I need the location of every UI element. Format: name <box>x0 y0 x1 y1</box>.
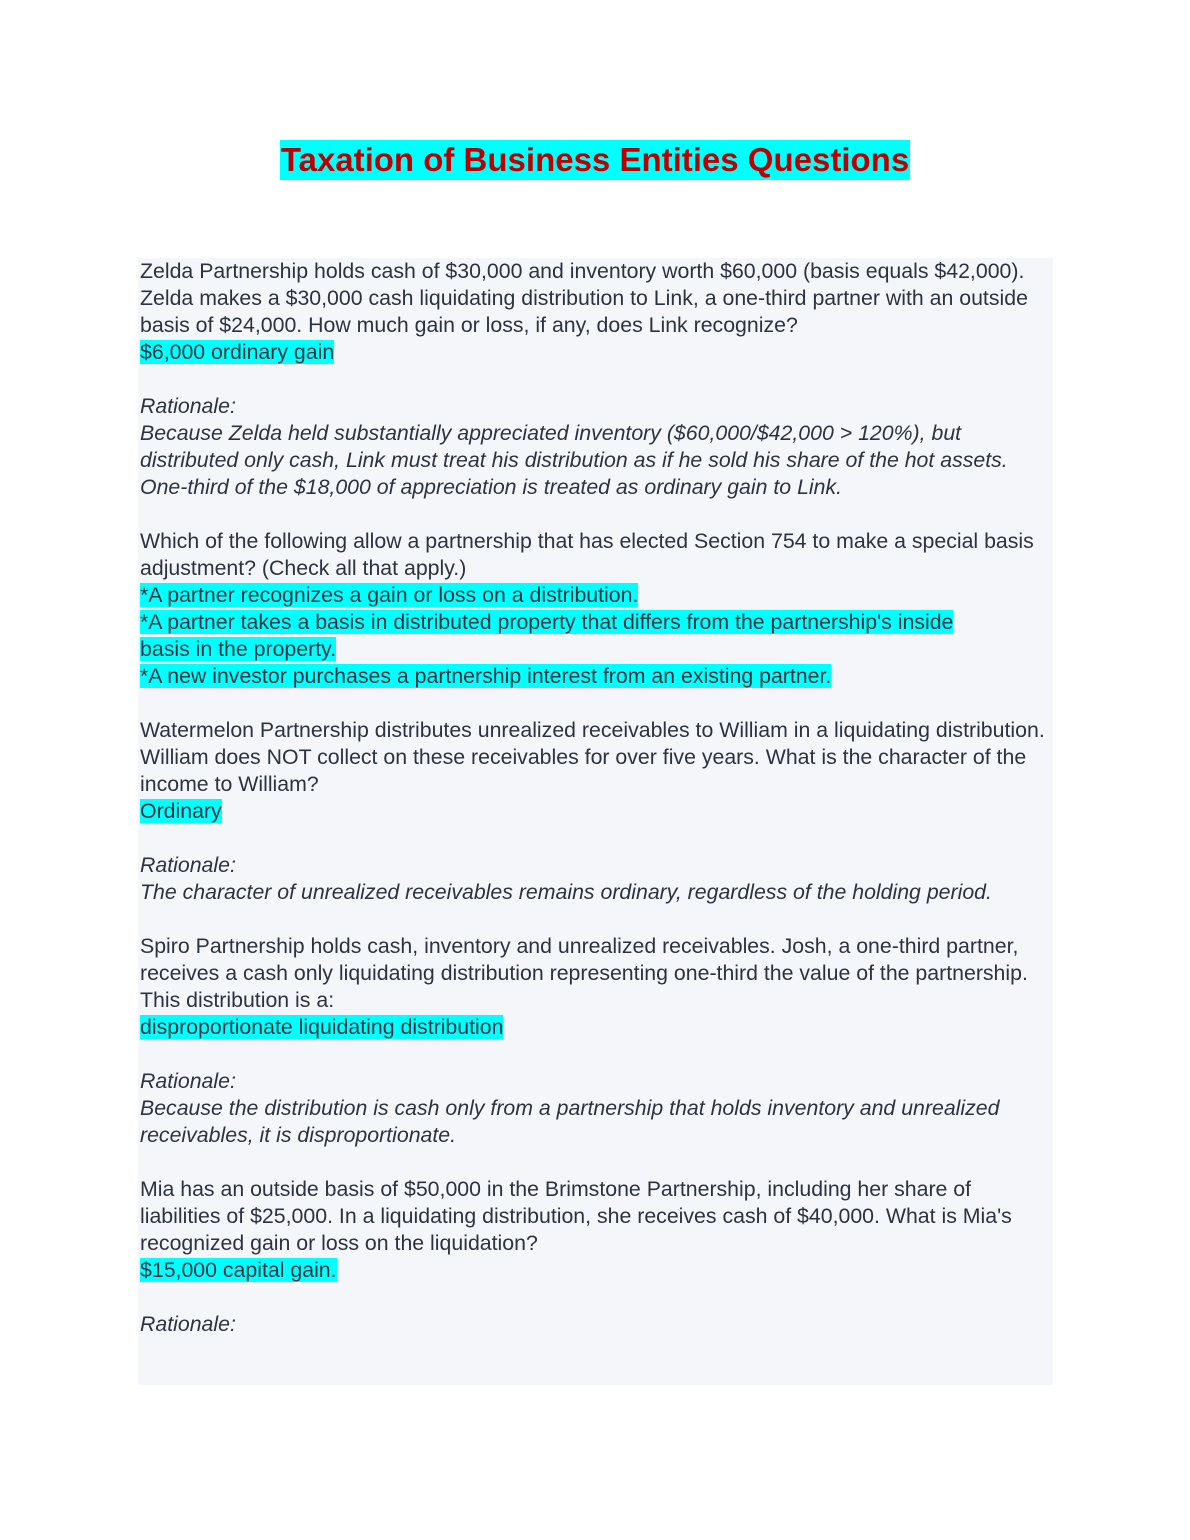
answer-highlight: $6,000 ordinary gain <box>140 340 335 364</box>
answer-line <box>140 582 1053 609</box>
rationale-text: Because Zelda held substantially appreciated inventory ($60,000/$42,000 > 120%), but distributed only cash, Link must treat his distribution as if he sold his share of the hot assets. One-third of the $18,000 of appreciation is treated as ordinary gain to Link. <box>140 421 1008 499</box>
question-2 <box>140 528 1053 690</box>
question-3 <box>140 717 1053 906</box>
answer-highlight: basis in the property. <box>140 637 337 661</box>
question-text: Mia has an outside basis of $50,000 in the Brimstone Partnership, including her share of liabilities of $25,000. In a liquidating distribution, she receives cash of $40,000. What is Mia's recognized gain or loss on the liquidation? <box>140 1177 1012 1255</box>
rationale-label: Rationale: <box>140 1312 236 1336</box>
qa-content <box>138 258 1053 1385</box>
answer-line <box>140 339 1053 366</box>
answer-line <box>140 609 1053 636</box>
question-4 <box>140 933 1053 1149</box>
question-5 <box>140 1176 1053 1338</box>
question-text: Zelda Partnership holds cash of $30,000 and inventory worth $60,000 (basis equals $42,000). Zelda makes a $30,000 cash liquidating distribution to Link, a one-third partner with an outside basis of $24,000. How much gain or loss, if any, does Link recognize? <box>140 259 1028 337</box>
answer-highlight: Ordinary <box>140 799 222 823</box>
question-text: Watermelon Partnership distributes unrealized receivables to William in a liquidating distribution. William does NOT collect on these receivables for over five years. What is the character of the income to William? <box>140 718 1045 796</box>
answer-highlight: $15,000 capital gain. <box>140 1258 337 1282</box>
rationale-label: Rationale: <box>140 1069 236 1093</box>
answer-highlight: *A new investor purchases a partnership interest from an existing partner. <box>140 664 832 688</box>
rationale-text: Because the distribution is cash only from a partnership that holds inventory and unrealized receivables, it is disproportionate. <box>140 1096 1000 1147</box>
answer-highlight: *A partner recognizes a gain or loss on a distribution. <box>140 583 639 607</box>
question-1 <box>140 258 1053 501</box>
answer-line <box>140 636 1053 663</box>
rationale-text: The character of unrealized receivables remains ordinary, regardless of the holding period. <box>140 880 992 904</box>
answer-line <box>140 1257 1053 1284</box>
page-title: Taxation of Business Entities Questions <box>280 141 910 178</box>
answer-line <box>140 798 1053 825</box>
rationale-label: Rationale: <box>140 394 236 418</box>
rationale-label: Rationale: <box>140 853 236 877</box>
answer-line <box>140 663 1053 690</box>
title-container <box>0 140 1190 180</box>
answer-highlight: disproportionate liquidating distribution <box>140 1015 504 1039</box>
question-text: Spiro Partnership holds cash, inventory and unrealized receivables. Josh, a one-third partner, receives a cash only liquidating distribution representing one-third the value of the partnership. This distribution is a: <box>140 934 1028 1012</box>
answer-line <box>140 1014 1053 1041</box>
question-text: Which of the following allow a partnership that has elected Section 754 to make a special basis adjustment? (Check all that apply.) <box>140 529 1034 580</box>
answer-highlight: *A partner takes a basis in distributed property that differs from the partnership's inside <box>140 610 954 634</box>
